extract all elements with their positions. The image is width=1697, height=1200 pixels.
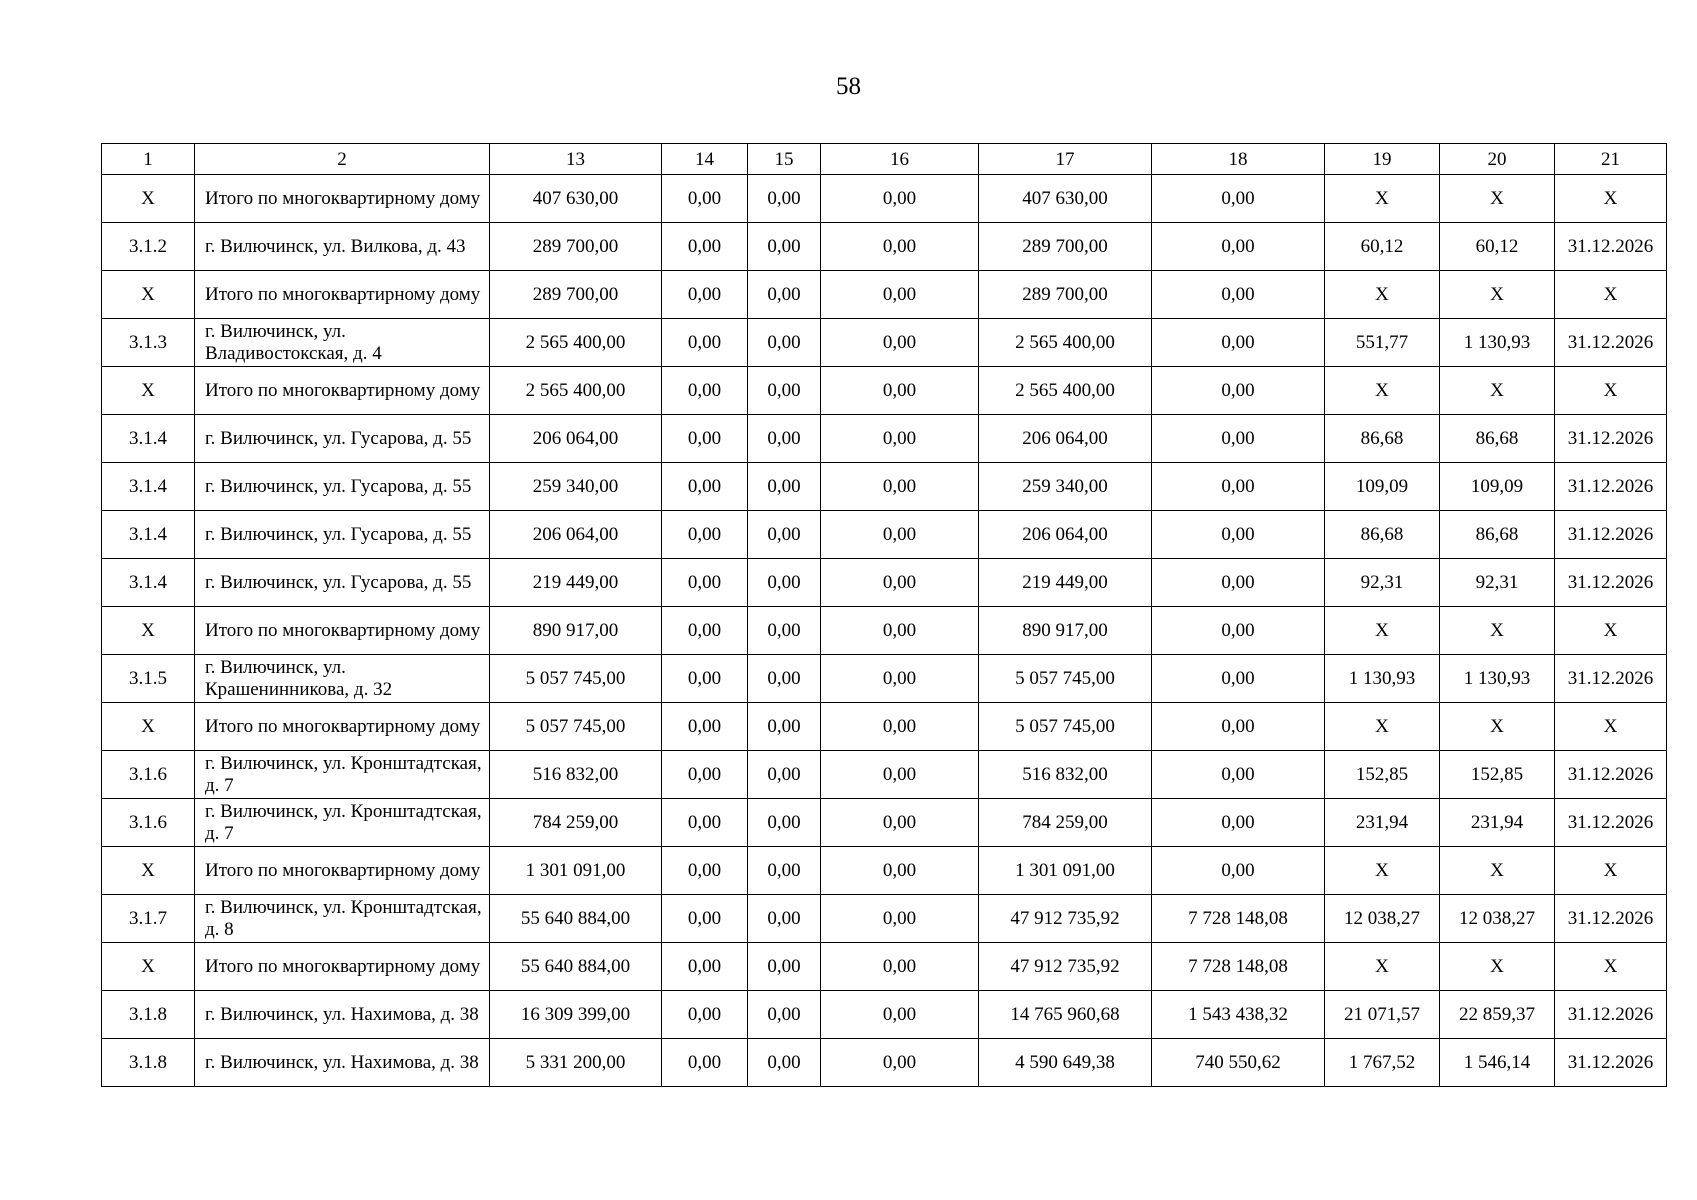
table-cell: 3.1.2 bbox=[102, 223, 195, 271]
column-header-20: 20 bbox=[1440, 144, 1555, 175]
table-cell: 0,00 bbox=[662, 463, 748, 511]
table-cell: 0,00 bbox=[821, 703, 979, 751]
table-cell: X bbox=[1325, 703, 1440, 751]
table-cell: 0,00 bbox=[1152, 175, 1325, 223]
table-row bbox=[102, 799, 1667, 847]
table-cell: г. Вилючинск, ул. Гусарова, д. 55 bbox=[195, 415, 490, 463]
table-cell: 0,00 bbox=[748, 895, 821, 943]
table-cell: 0,00 bbox=[748, 367, 821, 415]
table-cell: 31.12.2026 bbox=[1555, 319, 1667, 367]
table-cell: 0,00 bbox=[748, 751, 821, 799]
table-cell: 231,94 bbox=[1325, 799, 1440, 847]
column-header-18: 18 bbox=[1152, 144, 1325, 175]
table-cell: 31.12.2026 bbox=[1555, 415, 1667, 463]
table-cell: 1 543 438,32 bbox=[1152, 991, 1325, 1039]
table-cell: 0,00 bbox=[821, 655, 979, 703]
table-cell: 0,00 bbox=[748, 655, 821, 703]
table-cell: X bbox=[1555, 175, 1667, 223]
table-cell: 55 640 884,00 bbox=[490, 895, 662, 943]
table-cell: 407 630,00 bbox=[979, 175, 1152, 223]
table-cell: 0,00 bbox=[1152, 847, 1325, 895]
table-cell: 0,00 bbox=[748, 607, 821, 655]
table-cell: 0,00 bbox=[821, 271, 979, 319]
table-cell: 31.12.2026 bbox=[1555, 895, 1667, 943]
table-cell: 0,00 bbox=[662, 1039, 748, 1087]
table-cell: 3.1.4 bbox=[102, 463, 195, 511]
table-cell: 3.1.4 bbox=[102, 511, 195, 559]
table-cell: X bbox=[1555, 943, 1667, 991]
table-cell: 551,77 bbox=[1325, 319, 1440, 367]
table-cell: 3.1.4 bbox=[102, 559, 195, 607]
table-cell: г. Вилючинск, ул. Кронштадтская, д. 7 bbox=[195, 751, 490, 799]
table-row bbox=[102, 655, 1667, 703]
table-row bbox=[102, 463, 1667, 511]
table-row bbox=[102, 271, 1667, 319]
table-cell: 0,00 bbox=[821, 463, 979, 511]
table-cell: 55 640 884,00 bbox=[490, 943, 662, 991]
table-body bbox=[102, 175, 1667, 1087]
table-cell: 0,00 bbox=[662, 223, 748, 271]
table-cell: X bbox=[1440, 703, 1555, 751]
table-cell: 890 917,00 bbox=[979, 607, 1152, 655]
table-cell: 219 449,00 bbox=[979, 559, 1152, 607]
table-cell: г. Вилючинск, ул. Вилкова, д. 43 bbox=[195, 223, 490, 271]
table-cell: 0,00 bbox=[662, 559, 748, 607]
table-cell: 407 630,00 bbox=[490, 175, 662, 223]
table-cell: X bbox=[1440, 847, 1555, 895]
table-cell: 0,00 bbox=[821, 847, 979, 895]
table-cell: 289 700,00 bbox=[490, 223, 662, 271]
table-cell: 0,00 bbox=[821, 223, 979, 271]
table-cell: г. Вилючинск, ул. Кронштадтская, д. 7 bbox=[195, 799, 490, 847]
table-cell: 890 917,00 bbox=[490, 607, 662, 655]
table-row bbox=[102, 559, 1667, 607]
table-cell: 1 130,93 bbox=[1325, 655, 1440, 703]
table-cell: 0,00 bbox=[662, 367, 748, 415]
table-cell: 3.1.6 bbox=[102, 751, 195, 799]
table-cell: 2 565 400,00 bbox=[490, 367, 662, 415]
table-cell: 31.12.2026 bbox=[1555, 559, 1667, 607]
table-cell: 4 590 649,38 bbox=[979, 1039, 1152, 1087]
table-cell: 0,00 bbox=[821, 319, 979, 367]
column-header-13: 13 bbox=[490, 144, 662, 175]
table-header-row bbox=[102, 144, 1667, 175]
table-cell: 86,68 bbox=[1325, 511, 1440, 559]
table-cell: 0,00 bbox=[821, 559, 979, 607]
table-cell: Итого по многоквартирному дому bbox=[195, 367, 490, 415]
column-header-15: 15 bbox=[748, 144, 821, 175]
table-cell: Итого по многоквартирному дому bbox=[195, 847, 490, 895]
table-cell: 0,00 bbox=[662, 607, 748, 655]
table-cell: X bbox=[1440, 175, 1555, 223]
table-row bbox=[102, 607, 1667, 655]
table-cell: 206 064,00 bbox=[979, 511, 1152, 559]
table-cell: 784 259,00 bbox=[979, 799, 1152, 847]
table-row bbox=[102, 367, 1667, 415]
table-cell: 0,00 bbox=[821, 991, 979, 1039]
table-cell: 0,00 bbox=[748, 175, 821, 223]
table-cell: 0,00 bbox=[748, 847, 821, 895]
column-header-21: 21 bbox=[1555, 144, 1667, 175]
table-cell: 0,00 bbox=[1152, 511, 1325, 559]
table-cell: X bbox=[102, 607, 195, 655]
table-cell: X bbox=[102, 943, 195, 991]
table-cell: 0,00 bbox=[662, 895, 748, 943]
table-cell: 0,00 bbox=[662, 319, 748, 367]
table-cell: 0,00 bbox=[1152, 703, 1325, 751]
table-cell: 0,00 bbox=[748, 463, 821, 511]
table-cell: г. Вилючинск, ул. Гусарова, д. 55 bbox=[195, 559, 490, 607]
table-cell: 5 057 745,00 bbox=[490, 655, 662, 703]
table-cell: 206 064,00 bbox=[490, 511, 662, 559]
table-cell: 12 038,27 bbox=[1325, 895, 1440, 943]
table-cell: г. Вилючинск, ул. Гусарова, д. 55 bbox=[195, 463, 490, 511]
page-number: 58 bbox=[836, 73, 861, 100]
table-cell: 31.12.2026 bbox=[1555, 655, 1667, 703]
table-cell: 0,00 bbox=[1152, 751, 1325, 799]
table-cell: 1 301 091,00 bbox=[490, 847, 662, 895]
table-cell: X bbox=[1440, 943, 1555, 991]
table-row bbox=[102, 847, 1667, 895]
table-cell: 1 130,93 bbox=[1440, 319, 1555, 367]
table-cell: 784 259,00 bbox=[490, 799, 662, 847]
table-cell: 31.12.2026 bbox=[1555, 1039, 1667, 1087]
table-cell: 16 309 399,00 bbox=[490, 991, 662, 1039]
table-cell: 0,00 bbox=[662, 751, 748, 799]
table-cell: 0,00 bbox=[748, 703, 821, 751]
table-row bbox=[102, 895, 1667, 943]
table-cell: 152,85 bbox=[1440, 751, 1555, 799]
table-cell: 92,31 bbox=[1325, 559, 1440, 607]
table-cell: 0,00 bbox=[821, 607, 979, 655]
table-cell: 0,00 bbox=[662, 511, 748, 559]
column-header-2: 2 bbox=[195, 144, 490, 175]
table-cell: 0,00 bbox=[748, 559, 821, 607]
table-cell: X bbox=[1325, 175, 1440, 223]
table-cell: 0,00 bbox=[748, 943, 821, 991]
table-cell: X bbox=[1555, 847, 1667, 895]
table-cell: 1 130,93 bbox=[1440, 655, 1555, 703]
table-cell: X bbox=[1325, 367, 1440, 415]
table-row bbox=[102, 223, 1667, 271]
table-cell: 60,12 bbox=[1325, 223, 1440, 271]
table-cell: 5 057 745,00 bbox=[490, 703, 662, 751]
table-cell: 31.12.2026 bbox=[1555, 511, 1667, 559]
table-cell: Итого по многоквартирному дому bbox=[195, 175, 490, 223]
table-cell: 5 057 745,00 bbox=[979, 655, 1152, 703]
table-cell: 0,00 bbox=[748, 415, 821, 463]
table-cell: 0,00 bbox=[821, 367, 979, 415]
table-cell: 289 700,00 bbox=[979, 223, 1152, 271]
table-cell: X bbox=[1325, 271, 1440, 319]
table-cell: 5 331 200,00 bbox=[490, 1039, 662, 1087]
table-cell: 3.1.8 bbox=[102, 991, 195, 1039]
table-cell: 3.1.5 bbox=[102, 655, 195, 703]
table-cell: 0,00 bbox=[748, 511, 821, 559]
table-cell: 7 728 148,08 bbox=[1152, 895, 1325, 943]
table-cell: 0,00 bbox=[662, 847, 748, 895]
table-cell: 2 565 400,00 bbox=[490, 319, 662, 367]
table-cell: X bbox=[1325, 847, 1440, 895]
table-cell: 109,09 bbox=[1325, 463, 1440, 511]
table-cell: 0,00 bbox=[1152, 799, 1325, 847]
table-cell: 289 700,00 bbox=[979, 271, 1152, 319]
table-cell: Итого по многоквартирному дому bbox=[195, 607, 490, 655]
table-cell: 0,00 bbox=[1152, 223, 1325, 271]
table-row bbox=[102, 511, 1667, 559]
table-cell: 206 064,00 bbox=[979, 415, 1152, 463]
table-cell: 0,00 bbox=[662, 991, 748, 1039]
table-cell: 14 765 960,68 bbox=[979, 991, 1152, 1039]
table-cell: X bbox=[1440, 367, 1555, 415]
table-row bbox=[102, 319, 1667, 367]
table-cell: г. Вилючинск, ул. Крашенинникова, д. 32 bbox=[195, 655, 490, 703]
column-header-1: 1 bbox=[102, 144, 195, 175]
table-cell: 0,00 bbox=[821, 799, 979, 847]
table-cell: 3.1.4 bbox=[102, 415, 195, 463]
table-cell: 0,00 bbox=[662, 655, 748, 703]
table-cell: 740 550,62 bbox=[1152, 1039, 1325, 1087]
table-cell: 0,00 bbox=[748, 799, 821, 847]
table-cell: 1 767,52 bbox=[1325, 1039, 1440, 1087]
data-table bbox=[101, 143, 1667, 1087]
table-cell: 0,00 bbox=[1152, 415, 1325, 463]
column-header-14: 14 bbox=[662, 144, 748, 175]
table-cell: 289 700,00 bbox=[490, 271, 662, 319]
table-cell: Итого по многоквартирному дому bbox=[195, 271, 490, 319]
table-cell: 109,09 bbox=[1440, 463, 1555, 511]
table-cell: 206 064,00 bbox=[490, 415, 662, 463]
table-cell: 5 057 745,00 bbox=[979, 703, 1152, 751]
table-cell: г. Вилючинск, ул. Нахимова, д. 38 bbox=[195, 991, 490, 1039]
table-cell: 60,12 bbox=[1440, 223, 1555, 271]
table-cell: Итого по многоквартирному дому bbox=[195, 943, 490, 991]
table-cell: 0,00 bbox=[748, 991, 821, 1039]
table-cell: 0,00 bbox=[1152, 559, 1325, 607]
table-cell: 7 728 148,08 bbox=[1152, 943, 1325, 991]
table-cell: X bbox=[1555, 703, 1667, 751]
table-cell: X bbox=[102, 703, 195, 751]
table-cell: 1 546,14 bbox=[1440, 1039, 1555, 1087]
table-row bbox=[102, 1039, 1667, 1087]
table-cell: 0,00 bbox=[1152, 319, 1325, 367]
table-cell: 3.1.8 bbox=[102, 1039, 195, 1087]
table-row bbox=[102, 991, 1667, 1039]
table-cell: 0,00 bbox=[1152, 463, 1325, 511]
table-cell: X bbox=[1555, 367, 1667, 415]
table-cell: 2 565 400,00 bbox=[979, 319, 1152, 367]
column-header-19: 19 bbox=[1325, 144, 1440, 175]
table-cell: 2 565 400,00 bbox=[979, 367, 1152, 415]
table-cell: 86,68 bbox=[1325, 415, 1440, 463]
table-cell: 0,00 bbox=[748, 319, 821, 367]
table-cell: 86,68 bbox=[1440, 511, 1555, 559]
table-cell: 31.12.2026 bbox=[1555, 223, 1667, 271]
table-cell: 47 912 735,92 bbox=[979, 943, 1152, 991]
table-cell: 259 340,00 bbox=[490, 463, 662, 511]
table-cell: X bbox=[102, 271, 195, 319]
table-cell: Итого по многоквартирному дому bbox=[195, 703, 490, 751]
table-cell: 0,00 bbox=[821, 895, 979, 943]
table-cell: 0,00 bbox=[821, 751, 979, 799]
table-cell: 31.12.2026 bbox=[1555, 463, 1667, 511]
table-cell: г. Вилючинск, ул. Нахимова, д. 38 bbox=[195, 1039, 490, 1087]
table-cell: 0,00 bbox=[748, 271, 821, 319]
table-cell: 0,00 bbox=[821, 415, 979, 463]
table-cell: 31.12.2026 bbox=[1555, 991, 1667, 1039]
table-cell: г. Вилючинск, ул. Владивостокская, д. 4 bbox=[195, 319, 490, 367]
table-cell: 259 340,00 bbox=[979, 463, 1152, 511]
table-cell: X bbox=[102, 367, 195, 415]
table-cell: 0,00 bbox=[821, 175, 979, 223]
table-cell: 0,00 bbox=[1152, 271, 1325, 319]
table-cell: 31.12.2026 bbox=[1555, 799, 1667, 847]
table-cell: 31.12.2026 bbox=[1555, 751, 1667, 799]
table-cell: 0,00 bbox=[1152, 655, 1325, 703]
table-row bbox=[102, 751, 1667, 799]
table-cell: 0,00 bbox=[1152, 607, 1325, 655]
table-cell: 0,00 bbox=[662, 943, 748, 991]
table-cell: X bbox=[1440, 607, 1555, 655]
table-cell: X bbox=[1555, 271, 1667, 319]
table-cell: 0,00 bbox=[662, 271, 748, 319]
table-cell: 0,00 bbox=[1152, 367, 1325, 415]
table-cell: 0,00 bbox=[821, 511, 979, 559]
table-cell: 3.1.3 bbox=[102, 319, 195, 367]
table-cell: 516 832,00 bbox=[979, 751, 1152, 799]
table-cell: 0,00 bbox=[662, 175, 748, 223]
table-cell: 0,00 bbox=[748, 223, 821, 271]
table-cell: 22 859,37 bbox=[1440, 991, 1555, 1039]
table-cell: 1 301 091,00 bbox=[979, 847, 1152, 895]
table-cell: 0,00 bbox=[748, 1039, 821, 1087]
table-cell: X bbox=[102, 175, 195, 223]
table-cell: 0,00 bbox=[662, 415, 748, 463]
table-cell: 0,00 bbox=[662, 799, 748, 847]
column-header-16: 16 bbox=[821, 144, 979, 175]
table-cell: 152,85 bbox=[1325, 751, 1440, 799]
table-cell: 21 071,57 bbox=[1325, 991, 1440, 1039]
table-cell: 92,31 bbox=[1440, 559, 1555, 607]
table-cell: 0,00 bbox=[662, 703, 748, 751]
table-row bbox=[102, 415, 1667, 463]
table-cell: г. Вилючинск, ул. Гусарова, д. 55 bbox=[195, 511, 490, 559]
table-cell: X bbox=[1325, 943, 1440, 991]
table-row bbox=[102, 943, 1667, 991]
table-cell: 516 832,00 bbox=[490, 751, 662, 799]
table-cell: 12 038,27 bbox=[1440, 895, 1555, 943]
table-cell: 0,00 bbox=[821, 1039, 979, 1087]
table-cell: X bbox=[1325, 607, 1440, 655]
table-cell: г. Вилючинск, ул. Кронштадтская, д. 8 bbox=[195, 895, 490, 943]
table-row bbox=[102, 703, 1667, 751]
table-cell: X bbox=[102, 847, 195, 895]
table-cell: X bbox=[1440, 271, 1555, 319]
column-header-17: 17 bbox=[979, 144, 1152, 175]
table-cell: 47 912 735,92 bbox=[979, 895, 1152, 943]
table-cell: X bbox=[1555, 607, 1667, 655]
table-cell: 219 449,00 bbox=[490, 559, 662, 607]
table-cell: 0,00 bbox=[821, 943, 979, 991]
table-cell: 86,68 bbox=[1440, 415, 1555, 463]
table-cell: 3.1.6 bbox=[102, 799, 195, 847]
table-cell: 3.1.7 bbox=[102, 895, 195, 943]
table-cell: 231,94 bbox=[1440, 799, 1555, 847]
table-row bbox=[102, 175, 1667, 223]
